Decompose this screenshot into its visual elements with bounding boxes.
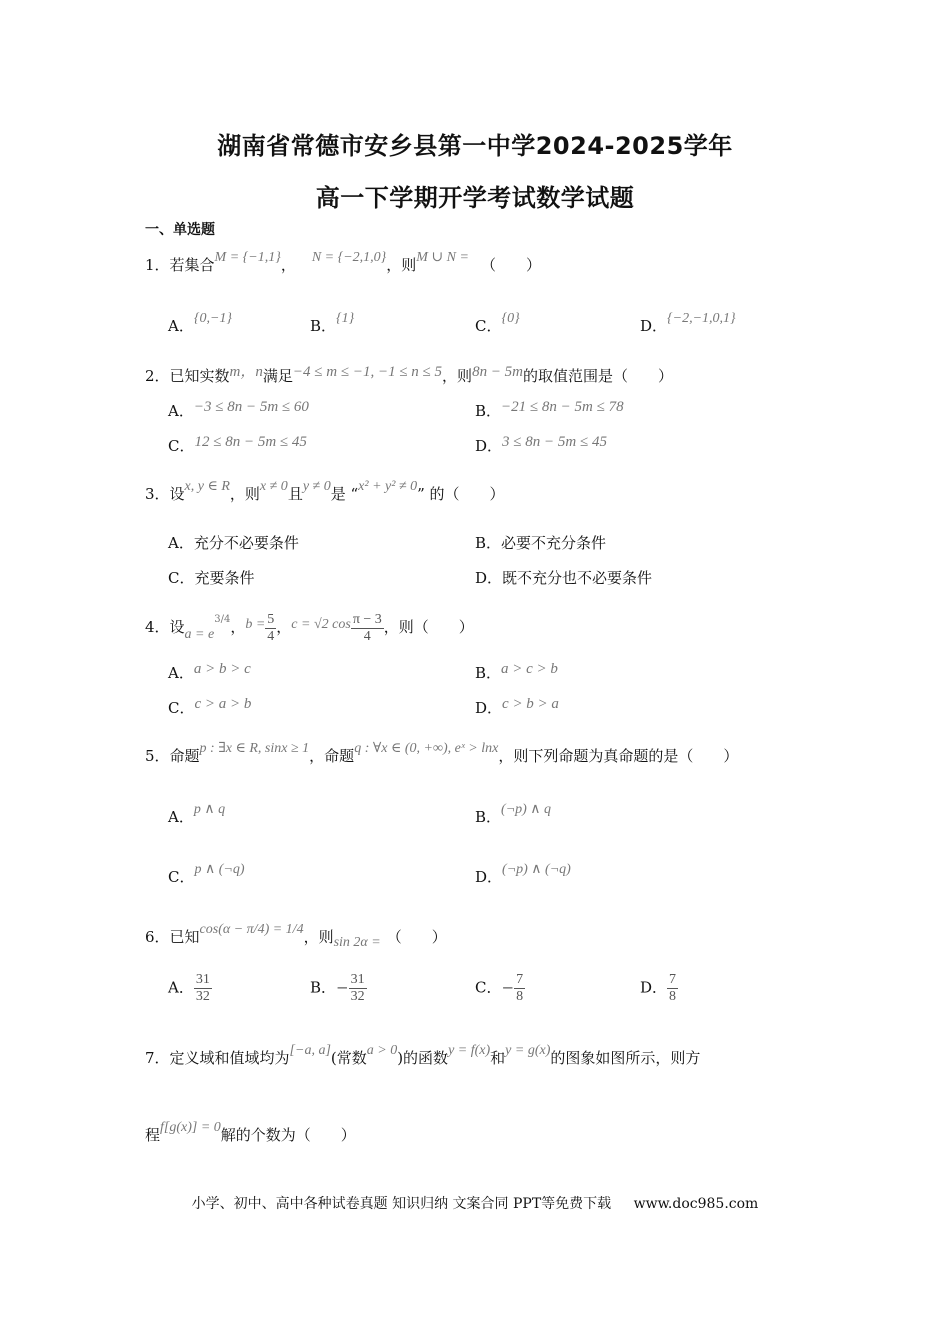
option-text: 必要不充分条件 [501, 534, 607, 552]
q4-text-2: ， [276, 618, 292, 636]
q3-option-a [168, 532, 299, 553]
q3-math-sum: x² + y² ≠ 0 [358, 479, 418, 494]
q3-option-d [475, 567, 652, 588]
q7-prefix: 7．定义域和值域均为 [145, 1049, 290, 1067]
option-label: D． [475, 569, 503, 587]
q2-text-2: ，则 [442, 367, 473, 385]
q3-math-domain: x, y ∈ R [184, 479, 230, 494]
option-math: (¬p) ∧ (¬q) [502, 862, 571, 877]
fraction-numerator: π − 3 [352, 611, 382, 627]
fraction-denominator: 8 [669, 989, 677, 1004]
option-math: {1} [336, 311, 355, 326]
footer-text: 小学、初中、高中各种试卷真题 知识归纳 文案合同 PPT等免费下载 [191, 1196, 612, 1212]
footer-url: www.doc985.com [633, 1196, 759, 1212]
q6-option-d [640, 972, 678, 1005]
option-label: A． [168, 317, 194, 335]
fraction-numerator: 31 [350, 972, 365, 987]
option-math: {−2,−1,0,1} [667, 311, 736, 326]
q2-math-expr: 8n − 5m [472, 364, 524, 380]
q2-text-1: 满足 [262, 367, 293, 385]
option-text: 充分不必要条件 [193, 534, 299, 552]
option-label: A． [168, 534, 194, 552]
q2-text-3: 的取值范围是（ ） [523, 367, 674, 385]
q7-math-f: y = f(x) [448, 1043, 491, 1058]
option-label: D． [640, 978, 668, 997]
q5-text-1: ，命题 [309, 747, 355, 765]
option-label: D． [475, 437, 503, 455]
q4-math-a: a = e [184, 627, 215, 642]
q4-math-b: b = [245, 617, 266, 632]
q1-math-union: M ∪ N = [416, 250, 469, 265]
q3-text-1: ，则 [229, 485, 260, 503]
q5-option-d [475, 862, 571, 887]
q4-option-b [475, 662, 558, 683]
q2-option-c [168, 435, 307, 456]
q2-option-b [475, 400, 624, 421]
q1-option-a [168, 311, 232, 336]
q6-text-1: ，则 [303, 928, 334, 946]
q3-prefix: 3．设 [145, 485, 185, 503]
option-math: −21 ≤ 8n − 5m ≤ 78 [501, 399, 624, 415]
option-text: 既不充分也不必要条件 [502, 569, 653, 587]
option-sign: − [501, 978, 515, 997]
option-fraction [667, 972, 678, 1005]
question-3 [145, 479, 505, 504]
q6-option-b [310, 972, 367, 1005]
q4-option-c [168, 697, 251, 718]
q4-text-3: ，则（ ） [383, 618, 474, 636]
q6-math-target: sin 2α = [333, 935, 381, 950]
fraction-numerator: 7 [669, 972, 677, 987]
question-7-line-2 [145, 1120, 356, 1145]
fraction-numerator: 7 [516, 972, 524, 987]
q1-math-set-n: N = {−2,1,0} [311, 250, 387, 265]
q4-math-a-exponent: 3/4 [214, 614, 231, 625]
option-math: c > b > a [502, 696, 559, 712]
option-math: p ∧ (¬q) [194, 862, 245, 877]
option-label: B． [310, 317, 337, 335]
option-label: A． [168, 664, 194, 682]
q2-math-vars: m，n [229, 364, 263, 380]
option-label: D． [640, 317, 668, 335]
q3-text-4: ” 的（ ） [417, 485, 505, 503]
q1-prefix: 1．若集合 [145, 256, 215, 274]
option-label: C． [475, 317, 502, 335]
fraction-denominator: 8 [516, 989, 524, 1004]
question-7 [145, 1043, 701, 1068]
q7-line2-tail: 解的个数为（ ） [220, 1126, 356, 1144]
option-math: a > b > c [193, 661, 251, 677]
q3-text-3: 是 “ [330, 485, 359, 503]
q2-option-a [168, 400, 309, 421]
fraction-denominator: 32 [195, 989, 210, 1004]
option-math: 3 ≤ 8n − 5m ≤ 45 [502, 434, 607, 450]
option-label: A． [168, 978, 194, 997]
q7-math-g: y = g(x) [505, 1043, 551, 1058]
option-label: A． [168, 402, 194, 420]
option-label: B． [310, 978, 337, 997]
option-fraction [514, 972, 525, 1005]
option-sign: − [336, 978, 349, 997]
q1-option-c [475, 311, 520, 336]
option-math: −3 ≤ 8n − 5m ≤ 60 [193, 399, 309, 415]
q1-mid: ，则 [386, 256, 417, 274]
q7-text-4: 的图象如图所示，则方 [550, 1049, 701, 1067]
option-label: C． [168, 868, 195, 886]
q5-text-2: ，则下列命题为真命题的是（ ） [498, 747, 739, 765]
exam-title-line1: 湖南省常德市安乡县第一中学2024-2025学年 [217, 132, 733, 160]
q1-answer-blank: （ ） [480, 256, 541, 274]
option-fraction [349, 972, 367, 1005]
question-2 [145, 365, 673, 386]
q3-option-b [475, 532, 606, 553]
option-label: B． [475, 664, 502, 682]
q5-option-c [168, 862, 245, 887]
q7-text-1: (常数 [330, 1049, 367, 1067]
page-footer [0, 1193, 950, 1213]
option-label: A． [168, 808, 194, 826]
q4-math-b-fraction [265, 612, 276, 645]
q1-sep: ， [280, 256, 296, 274]
option-label: C． [168, 699, 195, 717]
fraction-denominator: 4 [267, 628, 275, 644]
q4-option-d [475, 697, 559, 718]
q7-text-3: 和 [490, 1049, 506, 1067]
option-math: 12 ≤ 8n − 5m ≤ 45 [194, 434, 307, 450]
q2-math-constraints: −4 ≤ m ≤ −1, −1 ≤ n ≤ 5 [292, 364, 443, 380]
q7-math-equation: f[g(x)] = 0 [160, 1120, 221, 1135]
q2-prefix: 2．已知实数 [145, 367, 230, 385]
q7-text-2: )的函数 [397, 1049, 449, 1067]
exam-title-line2: 高一下学期开学考试数学试题 [315, 184, 635, 212]
option-math: c > a > b [194, 696, 252, 712]
question-6 [145, 922, 447, 950]
q2-option-d [475, 435, 607, 456]
q6-math-given: cos(α − π/4) = 1/4 [199, 922, 304, 937]
option-math: {0,−1} [193, 311, 232, 326]
q7-line2-prefix: 程 [145, 1126, 161, 1144]
q4-text-1: ， [230, 618, 246, 636]
q3-math-x: x ≠ 0 [259, 479, 288, 494]
q5-prefix: 5．命题 [145, 747, 200, 765]
fraction-numerator: 5 [267, 611, 275, 627]
q7-math-interval: [−a, a] [289, 1043, 331, 1058]
question-5 [145, 741, 739, 766]
q5-math-q: q : ∀x ∈ (0, +∞), eˣ > lnx [354, 741, 499, 756]
question-1 [145, 250, 541, 275]
q5-math-p: p : ∃x ∈ R, sinx ≥ 1 [199, 741, 310, 756]
option-math: (¬p) ∧ q [501, 802, 552, 817]
option-math: a > c > b [501, 661, 558, 677]
option-math: p ∧ q [193, 802, 226, 817]
q7-math-a: a > 0 [366, 1043, 398, 1058]
q5-option-a [168, 802, 226, 827]
option-math: {0} [501, 311, 520, 326]
option-label: B． [475, 808, 502, 826]
option-label: B． [475, 534, 502, 552]
q1-math-set-m: M = {−1,1} [214, 250, 281, 265]
q1-option-b [310, 311, 355, 336]
fraction-denominator: 32 [350, 989, 365, 1004]
q1-option-d [640, 311, 736, 336]
q4-prefix: 4．设 [145, 618, 185, 636]
q6-option-a [168, 972, 212, 1005]
q4-math-c-fraction [351, 612, 384, 645]
q3-math-y: y ≠ 0 [302, 479, 331, 494]
option-label: C． [168, 569, 195, 587]
q6-prefix: 6．已知 [145, 928, 200, 946]
section-heading: 一、单选题 [145, 222, 215, 238]
option-fraction [194, 972, 212, 1005]
option-label: D． [475, 868, 503, 886]
option-label: B． [475, 402, 502, 420]
q4-math-c: c = √2 cos [291, 617, 351, 632]
q4-option-a [168, 662, 251, 683]
option-label: D． [475, 699, 503, 717]
q3-text-2: 且 [287, 485, 303, 503]
question-4 [145, 606, 474, 642]
q3-option-c [168, 567, 255, 588]
option-label: C． [168, 437, 195, 455]
fraction-numerator: 31 [195, 972, 210, 987]
option-label: C． [475, 978, 502, 997]
q6-option-c [475, 972, 525, 1005]
fraction-denominator: 4 [363, 628, 371, 644]
q5-option-b [475, 802, 552, 827]
q6-answer-blank: （ ） [386, 928, 447, 946]
option-text: 充要条件 [194, 569, 255, 587]
